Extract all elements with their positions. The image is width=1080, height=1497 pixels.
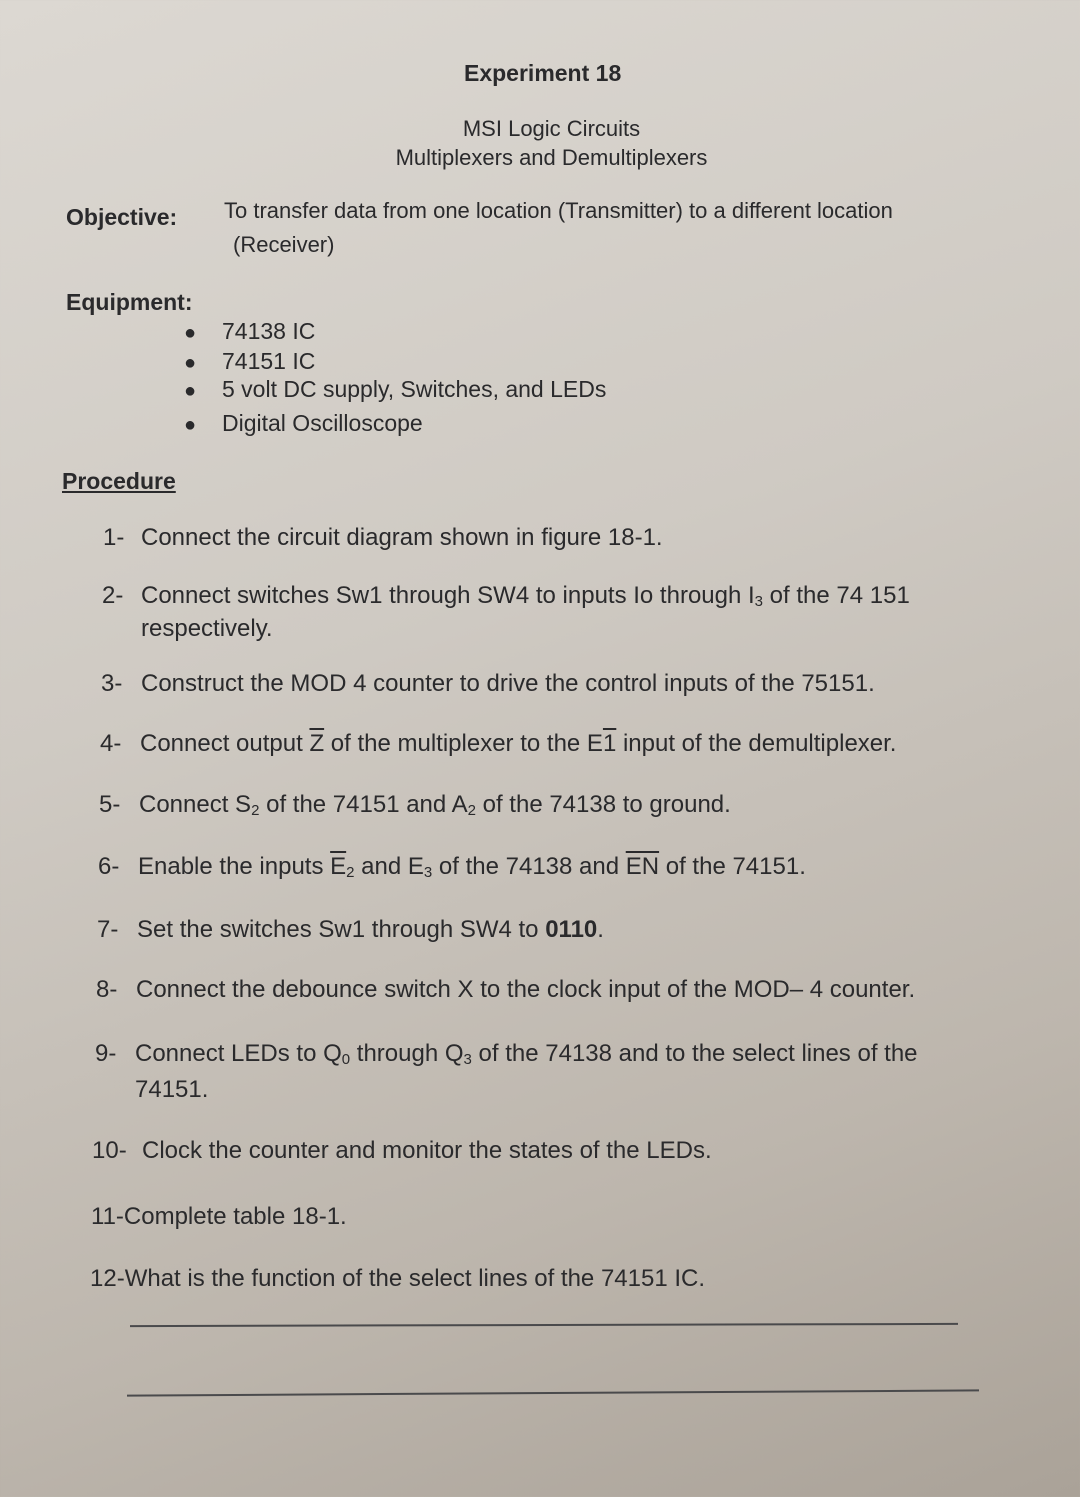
answer-line-2[interactable] [127,1389,979,1396]
subtitle-line-2: Multiplexers and Demultiplexers [395,145,708,170]
procedure-step-3: 3- Construct the MOD 4 counter to drive the control inputs of the 75151. [101,670,875,697]
step-number: 2- [102,582,124,609]
step-number: 7- [97,916,119,943]
procedure-step-5: 5- Connect $S_2$ of the 74151 and $A_2$ of the 74138 to ground. [99,791,731,819]
step-number: 6- [98,853,120,880]
subtitle-line-1: MSI Logic Circuits [462,116,641,141]
equipment-item: ● 5 volt DC supply, Switches, and LEDs [184,376,607,402]
answer-line-1[interactable] [130,1323,958,1327]
bullet-icon: ● [184,322,197,344]
step-number: 9- [95,1040,117,1067]
bullet-icon: ● [184,352,197,374]
procedure-step-9: 9- Connect LEDs to $Q_0$ through $Q_3$ of the 74138 and to the select lines of the [95,1040,918,1068]
procedure-step-7: 7- Set the switches Sw1 through SW4 to 0110. [97,916,604,943]
step-number: 5- [99,791,121,818]
step-number: 12- [90,1265,125,1292]
procedure-heading: Procedure [62,468,176,494]
step-number: 11- [91,1203,124,1230]
experiment-title: Experiment 18 [464,60,622,86]
equipment-item: ● 74151 IC [184,348,316,374]
equipment-label: Equipment: [66,289,193,315]
objective-label: Objective: [66,204,178,230]
step-number: 4- [100,730,122,757]
procedure-step-6: 6- Enable the inputs $\overline{E}_2$ and $E_3$ of the 74138 and $\overline{EN}$ of the 74151. [98,853,806,881]
bullet-icon: ● [184,414,197,436]
procedure-step-2: 2- Connect switches Sw1 through SW4 to inputs Io through $I_3$ of the 74 151 [102,582,910,610]
step-number: 10- [92,1137,127,1164]
procedure-step-11: 11-Complete table 18-1. [91,1203,347,1230]
procedure-step-4: 4- Connect output $\overline{Z}$ of the multiplexer to the E1 input of the demultiplexer. [100,730,897,757]
step-number: 8- [96,976,118,1003]
equipment-item: ● Digital Oscilloscope [184,410,423,436]
step-number: 1- [103,524,125,551]
procedure-step-9-line-2: 74151. [135,1076,209,1103]
procedure-step-2-line-2: respectively. [141,615,273,642]
bullet-icon: ● [184,380,197,402]
objective-text-line-2: (Receiver) [233,232,335,257]
procedure-step-1: 1- Connect the circuit diagram shown in figure 18-1. [103,524,663,551]
procedure-step-8: 8- Connect the debounce switch X to the clock input of the MOD– 4 counter. [96,976,916,1003]
procedure-step-10: 10- Clock the counter and monitor the states of the LEDs. [92,1137,712,1164]
step-number: 3- [101,670,123,697]
objective-text-line-1: To transfer data from one location (Transmitter) to a different location [224,198,893,223]
procedure-step-12: 12-What is the function of the select lines of the 74151 IC. [90,1265,706,1292]
equipment-item: ● 74138 IC [184,318,316,344]
